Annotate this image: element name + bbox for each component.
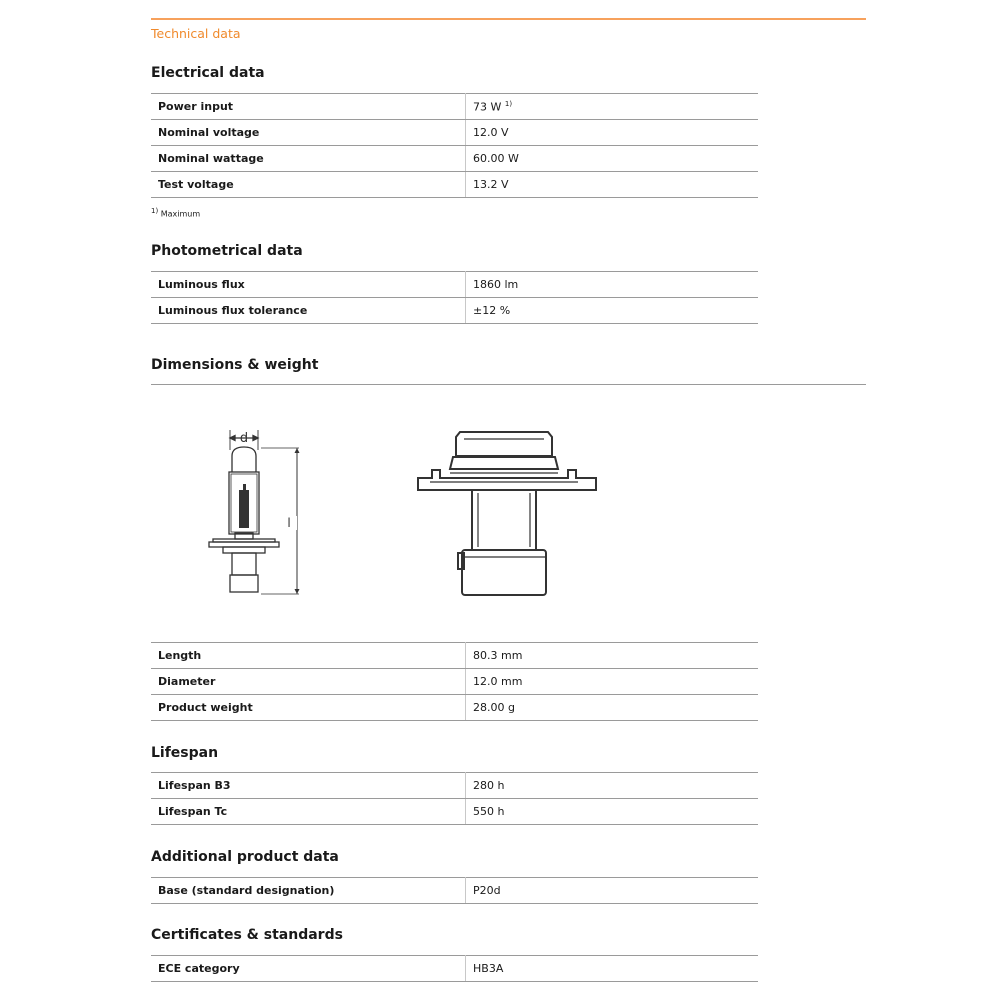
table-row <box>151 272 758 298</box>
row-label: Lifespan B3 <box>151 773 466 799</box>
certificates-data-table <box>151 955 758 982</box>
table-row <box>151 956 758 982</box>
row-value: 1860 lm <box>466 272 759 298</box>
row-value: 80.3 mm <box>466 643 759 669</box>
electrical-data-table <box>151 93 758 198</box>
table-row <box>151 643 758 669</box>
table-row <box>151 669 758 695</box>
row-label: Nominal wattage <box>151 146 466 172</box>
table-row <box>151 695 758 721</box>
row-value <box>466 94 759 120</box>
footnote-marker: 1) <box>504 99 513 108</box>
row-label: ECE category <box>151 956 466 982</box>
row-label: Power input <box>151 94 466 120</box>
value-text: 73 W <box>473 100 502 114</box>
row-value: 12.0 V <box>466 120 759 146</box>
dimensions-data-table <box>151 642 758 721</box>
row-label: Diameter <box>151 669 466 695</box>
table-row <box>151 298 758 324</box>
row-value: 12.0 mm <box>466 669 759 695</box>
certificates-heading: Certificates & standards <box>151 927 343 943</box>
row-value: 60.00 W <box>466 146 759 172</box>
row-value: 28.00 g <box>466 695 759 721</box>
bulb-base-drawing <box>410 425 610 600</box>
lifespan-data-table <box>151 772 758 825</box>
row-label: Base (standard designation) <box>151 878 466 904</box>
row-label: Length <box>151 643 466 669</box>
row-value: ±12 % <box>466 298 759 324</box>
footnote-text: Maximum <box>160 209 201 219</box>
lifespan-heading: Lifespan <box>151 745 219 761</box>
electrical-data-heading: Electrical data <box>151 65 265 81</box>
footnote-mark: 1) <box>151 207 159 215</box>
dimension-l-label: l <box>287 516 291 530</box>
row-label: Luminous flux <box>151 272 466 298</box>
row-label: Lifespan Tc <box>151 799 466 825</box>
row-value: 550 h <box>466 799 759 825</box>
additional-data-table <box>151 877 758 904</box>
additional-data-heading: Additional product data <box>151 849 339 865</box>
row-label: Nominal voltage <box>151 120 466 146</box>
table-row <box>151 799 758 825</box>
row-label: Luminous flux tolerance <box>151 298 466 324</box>
footnote <box>151 207 200 219</box>
row-value: 13.2 V <box>466 172 759 198</box>
row-value: P20d <box>466 878 759 904</box>
row-label: Test voltage <box>151 172 466 198</box>
row-label: Product weight <box>151 695 466 721</box>
table-row <box>151 878 758 904</box>
row-value: 280 h <box>466 773 759 799</box>
bulb-side-drawing <box>195 420 310 605</box>
photometrical-data-table <box>151 271 758 324</box>
table-row <box>151 146 758 172</box>
dimensions-heading: Dimensions & weight <box>151 357 319 373</box>
page-title: Technical data <box>151 26 241 41</box>
dimension-d-label: d <box>239 431 249 446</box>
table-row <box>151 94 758 120</box>
table-row <box>151 120 758 146</box>
row-value: HB3A <box>466 956 759 982</box>
table-row <box>151 773 758 799</box>
top-accent-rule <box>151 18 866 20</box>
section-divider <box>151 384 866 385</box>
photometrical-data-heading: Photometrical data <box>151 243 303 259</box>
table-row <box>151 172 758 198</box>
